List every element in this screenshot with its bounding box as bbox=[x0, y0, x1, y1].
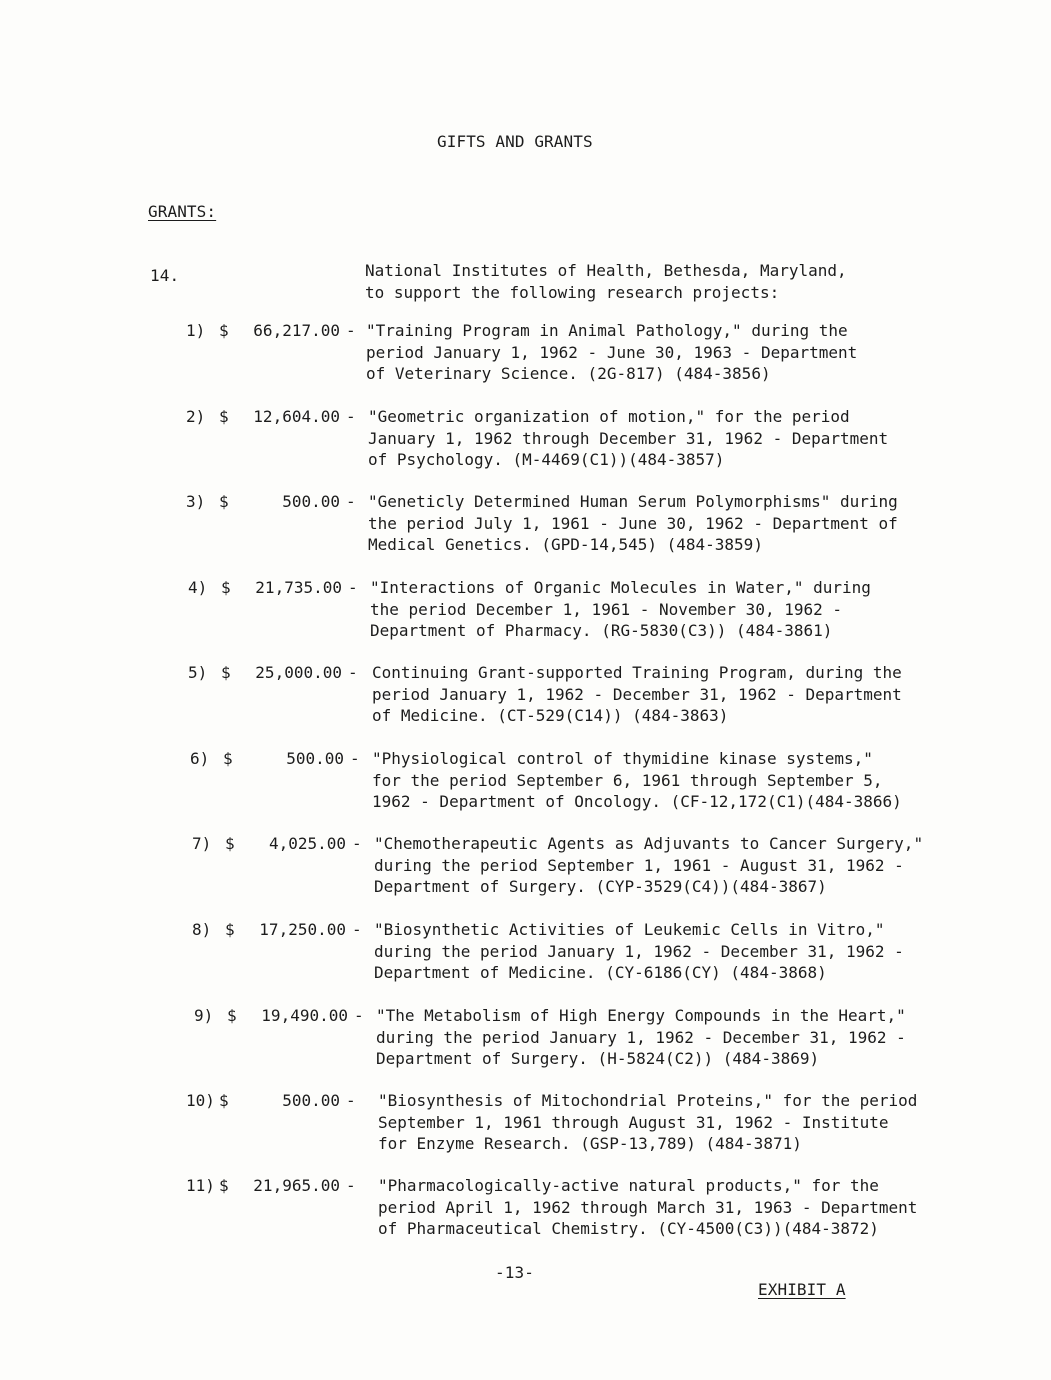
grant-currency: $ bbox=[221, 578, 231, 597]
grant-number: 4) bbox=[188, 578, 208, 597]
grant-description-line: period January 1, 1962 - December 31, 1962 - Department bbox=[372, 684, 902, 704]
grant-number: 10) bbox=[186, 1091, 215, 1110]
grant-amount: 25,000.00 bbox=[255, 663, 342, 682]
grant-currency: $ bbox=[225, 920, 235, 939]
grant-description-line: "Biosynthetic Activities of Leukemic Cells in Vitro," bbox=[374, 920, 885, 939]
grant-description-line: "Pharmacologically-active natural products," for the bbox=[378, 1176, 879, 1195]
grant-description-line: the period December 1, 1961 - November 30, 1962 - bbox=[370, 599, 843, 619]
grant-description-line: "Biosynthesis of Mitochondrial Proteins," for the period bbox=[378, 1091, 918, 1110]
grant-description-line: for the period September 6, 1961 through September 5, bbox=[372, 770, 883, 790]
grant-description-line: for Enzyme Research. (GSP-13,789) (484-3871) bbox=[378, 1134, 802, 1153]
grant-number: 2) bbox=[186, 407, 206, 426]
grant-description bbox=[374, 919, 904, 984]
grant-dash: - bbox=[350, 749, 360, 768]
grant-description-line: of Veterinary Science. (2G-817) (484-3856) bbox=[366, 364, 771, 383]
grant-description-line: Department of Surgery. (H-5824(C2)) (484-3869) bbox=[376, 1049, 820, 1068]
grant-dash: - bbox=[352, 920, 362, 939]
grant-number: 9) bbox=[194, 1006, 214, 1025]
grant-amount: 500.00 bbox=[286, 749, 344, 768]
grant-currency: $ bbox=[219, 492, 229, 511]
grant-description-line: period April 1, 1962 through March 31, 1963 - Department bbox=[378, 1197, 918, 1217]
grant-dash: - bbox=[346, 321, 356, 340]
grant-amount: 66,217.00 bbox=[253, 321, 340, 340]
grant-number: 3) bbox=[186, 492, 206, 511]
page-title: GIFTS AND GRANTS bbox=[437, 132, 593, 151]
grant-amount: 19,490.00 bbox=[261, 1006, 348, 1025]
grant-description bbox=[372, 748, 902, 813]
grant-description-line: during the period September 1, 1961 - August 31, 1962 - bbox=[374, 855, 904, 875]
grant-description-line: "Geneticly Determined Human Serum Polymorphisms" during bbox=[368, 492, 898, 511]
grant-description-line: of Medicine. (CT-529(C14)) (484-3863) bbox=[372, 706, 729, 725]
grant-description-line: Department of Pharmacy. (RG-5830(C3)) (484-3861) bbox=[370, 621, 833, 640]
grant-description-line: Medical Genetics. (GPD-14,545) (484-3859) bbox=[368, 535, 763, 554]
section-heading: GRANTS: bbox=[148, 202, 217, 221]
grant-amount: 12,604.00 bbox=[253, 407, 340, 426]
grant-description-line: Department of Surgery. (CYP-3529(C4))(484-3867) bbox=[374, 877, 827, 896]
grant-description-line: "Training Program in Animal Pathology," during the bbox=[366, 321, 848, 340]
grant-description bbox=[378, 1090, 917, 1155]
grant-amount: 17,250.00 bbox=[259, 920, 346, 939]
grant-description-line: during the period January 1, 1962 - December 31, 1962 - bbox=[376, 1027, 906, 1047]
page-number: -13- bbox=[495, 1263, 534, 1282]
grant-description-line: September 1, 1961 through August 31, 1962 - Institute bbox=[378, 1112, 889, 1132]
grant-description-line: "Interactions of Organic Molecules in Water," during bbox=[370, 578, 871, 597]
grant-currency: $ bbox=[225, 834, 235, 853]
exhibit-label: EXHIBIT A bbox=[758, 1280, 846, 1299]
entry-number: 14. bbox=[150, 266, 180, 285]
grant-dash: - bbox=[346, 492, 356, 511]
grant-description-line: during the period January 1, 1962 - December 31, 1962 - bbox=[374, 941, 904, 961]
grant-description bbox=[376, 1005, 906, 1070]
grant-number: 6) bbox=[190, 749, 210, 768]
grant-description-line: January 1, 1962 through December 31, 1962 - Department bbox=[368, 428, 889, 448]
grant-description bbox=[366, 320, 857, 385]
grant-description-line: "The Metabolism of High Energy Compounds in the Heart," bbox=[376, 1006, 906, 1025]
grant-amount: 4,025.00 bbox=[268, 834, 346, 853]
grant-dash: - bbox=[348, 578, 358, 597]
grant-dash: - bbox=[348, 663, 358, 682]
grant-description-line: 1962 - Department of Oncology. (CF-12,172(C1)(484-3866) bbox=[372, 792, 902, 811]
grant-description bbox=[378, 1175, 917, 1240]
grant-currency: $ bbox=[221, 663, 231, 682]
grant-number: 8) bbox=[192, 920, 212, 939]
grant-currency: $ bbox=[219, 1176, 229, 1195]
grant-description bbox=[374, 833, 923, 898]
grant-description bbox=[370, 577, 871, 642]
grant-dash: - bbox=[346, 407, 356, 426]
grant-description-line: period January 1, 1962 - June 30, 1963 - Department bbox=[366, 342, 858, 362]
entry-intro bbox=[365, 260, 847, 303]
grant-description-line: "Physiological control of thymidine kinase systems," bbox=[372, 749, 873, 768]
grant-description-line: Continuing Grant-supported Training Program, during the bbox=[372, 663, 902, 682]
entry-intro-line: National Institutes of Health, Bethesda, Maryland, bbox=[365, 261, 847, 280]
grant-description-line: of Psychology. (M-4469(C1))(484-3857) bbox=[368, 450, 725, 469]
grant-currency: $ bbox=[227, 1006, 237, 1025]
grant-number: 7) bbox=[192, 834, 212, 853]
grant-amount: 21,735.00 bbox=[255, 578, 342, 597]
grant-description bbox=[368, 406, 888, 471]
grant-dash: - bbox=[346, 1091, 356, 1110]
grant-dash: - bbox=[352, 834, 362, 853]
grant-amount: 500.00 bbox=[282, 492, 340, 511]
grant-description bbox=[368, 491, 898, 556]
grant-description-line: Department of Medicine. (CY-6186(CY) (484-3868) bbox=[374, 963, 827, 982]
grant-description-line: of Pharmaceutical Chemistry. (CY-4500(C3))(484-3872) bbox=[378, 1219, 879, 1238]
grant-description bbox=[372, 662, 902, 727]
grant-description-line: "Geometric organization of motion," for the period bbox=[368, 407, 850, 426]
grant-description-line: the period July 1, 1961 - June 30, 1962 - Department of bbox=[368, 513, 898, 533]
grant-amount: 500.00 bbox=[282, 1091, 340, 1110]
grant-currency: $ bbox=[219, 407, 229, 426]
grant-number: 5) bbox=[188, 663, 208, 682]
grant-currency: $ bbox=[219, 321, 229, 340]
grant-dash: - bbox=[354, 1006, 364, 1025]
grant-description-line: "Chemotherapeutic Agents as Adjuvants to Cancer Surgery," bbox=[374, 834, 924, 853]
entry-intro-line: to support the following research projects: bbox=[365, 282, 780, 302]
grant-number: 1) bbox=[186, 321, 206, 340]
grant-currency: $ bbox=[219, 1091, 229, 1110]
grant-amount: 21,965.00 bbox=[253, 1176, 340, 1195]
grant-currency: $ bbox=[223, 749, 233, 768]
grant-dash: - bbox=[346, 1176, 356, 1195]
grant-number: 11) bbox=[186, 1176, 215, 1195]
